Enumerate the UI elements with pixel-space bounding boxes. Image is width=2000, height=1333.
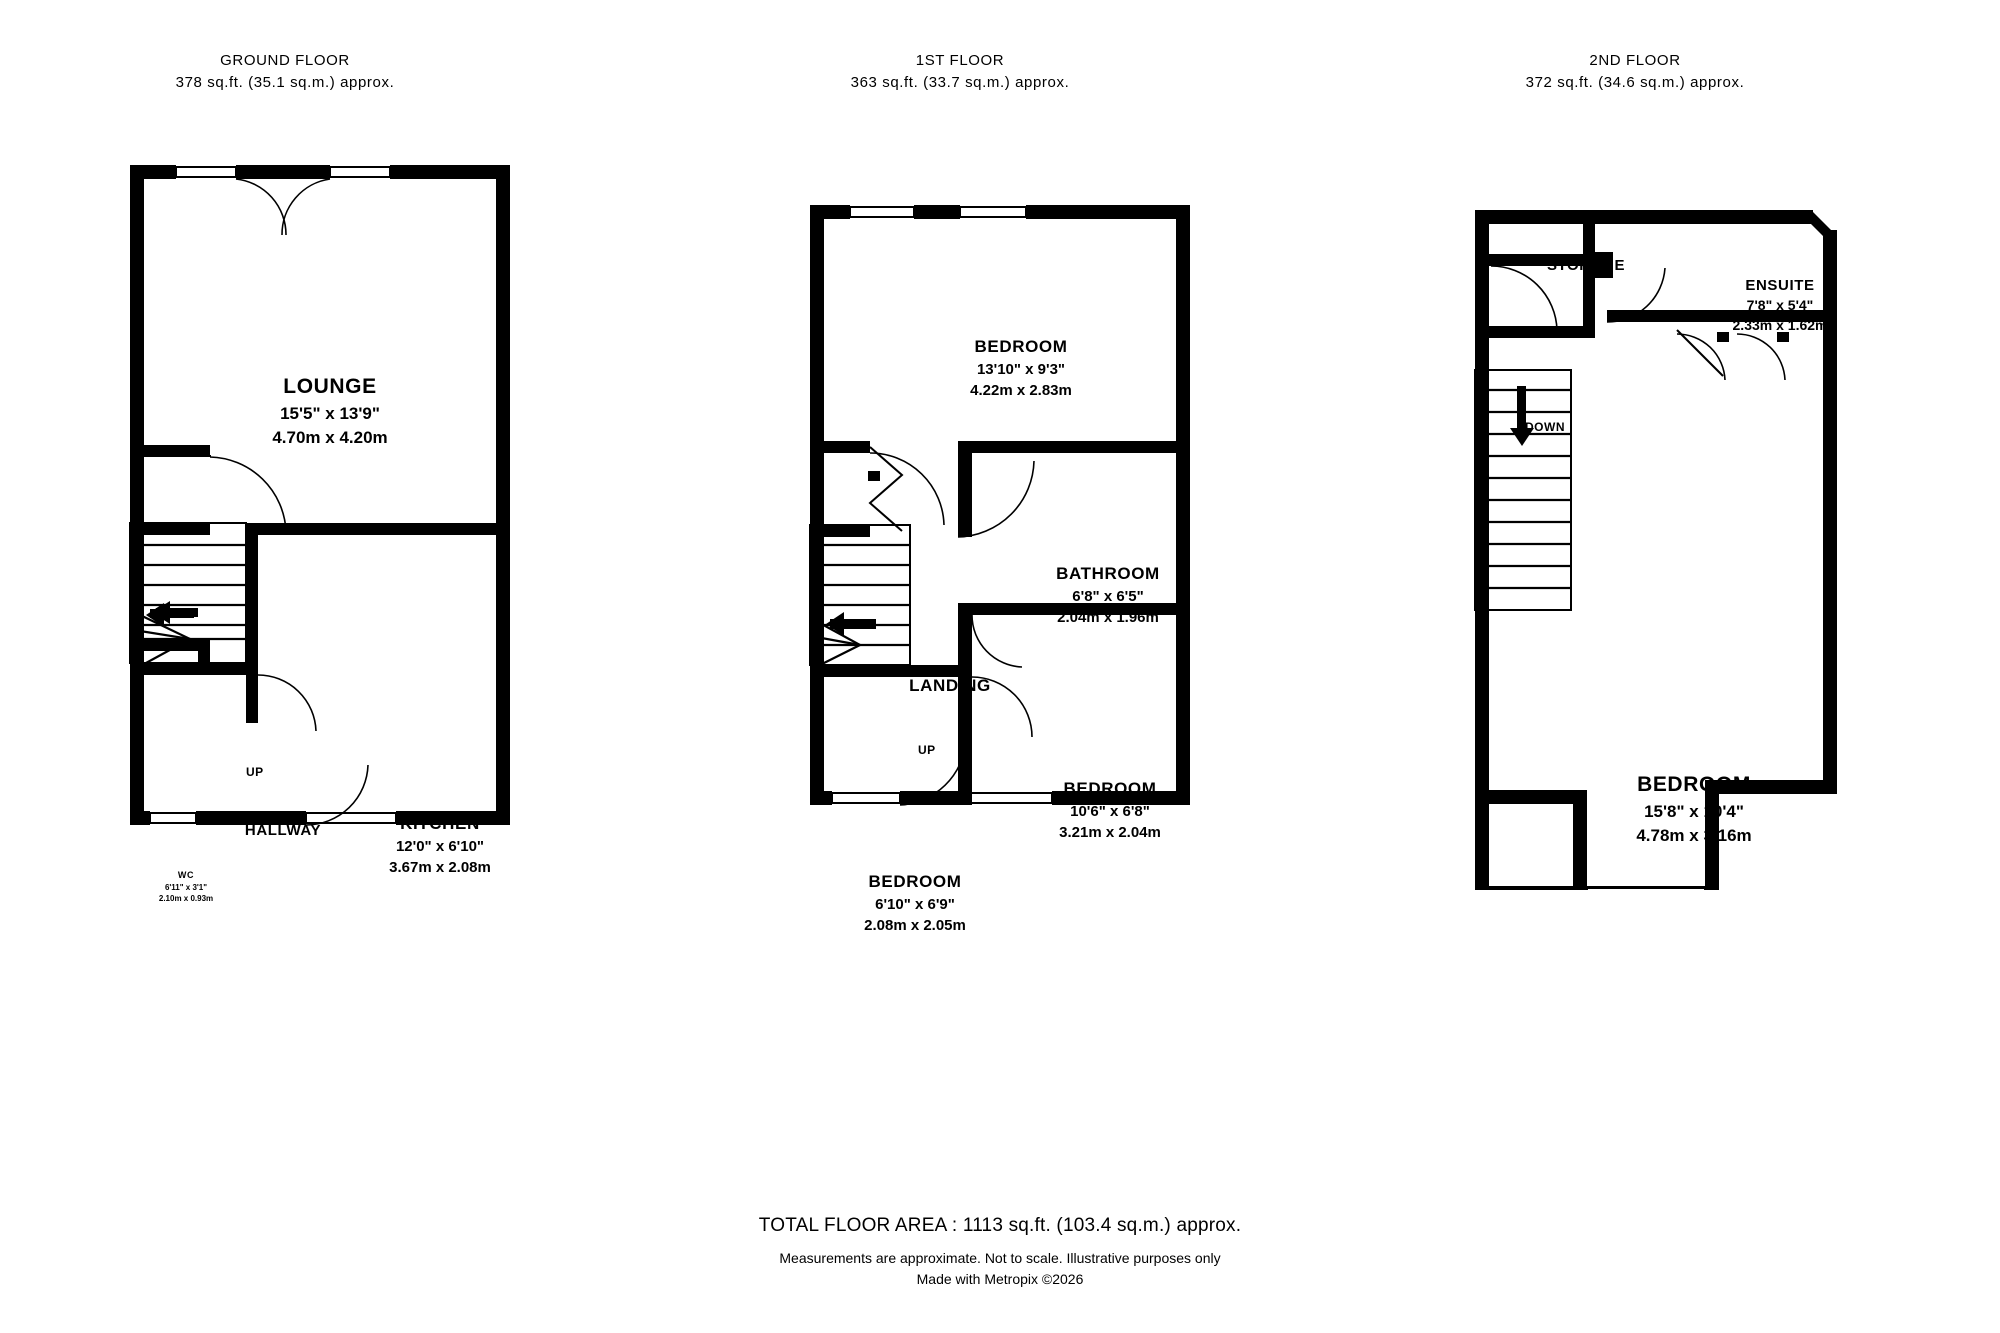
first-floor-drawing	[790, 185, 1210, 845]
room-label-bedroom-1st-small: BEDROOM 6'10" x 6'9" 2.08m x 2.05m	[864, 872, 966, 935]
floor-area: 378 sq.ft. (35.1 sq.m.) approx.	[175, 73, 395, 91]
total-floor-area: TOTAL FLOOR AREA : 1113 sq.ft. (103.4 sq.m.) approx.	[758, 1215, 1242, 1236]
room-label-storage: STORAGE	[1546, 257, 1626, 274]
floor-name: 1ST FLOOR	[915, 52, 1005, 69]
staircase-up-first	[810, 525, 910, 665]
disclaimer-line-1: Measurements are approximate. Not to scale. Illustrative purposes only	[779, 1250, 1221, 1266]
stair-label-up-ground: UP	[246, 765, 264, 779]
stair-label-down-second: DOWN	[1525, 420, 1565, 434]
room-label-bedroom-1st-main: BEDROOM 13'10" x 9'3" 4.22m x 2.83m	[970, 337, 1072, 400]
floor-area: 363 sq.ft. (33.7 sq.m.) approx.	[850, 73, 1070, 91]
disclaimer-line-2: Made with Metropix ©2026	[916, 1271, 1084, 1287]
staircase-down	[1475, 370, 1571, 610]
room-label-kitchen: KITCHEN 12'0" x 6'10" 3.67m x 2.08m	[389, 814, 491, 877]
room-label-hallway: HALLWAY	[244, 822, 322, 839]
room-label-lounge: LOUNGE 15'5" x 13'9" 4.70m x 4.20m	[272, 375, 388, 447]
footer	[0, 1215, 2000, 1290]
stair-label-up-first: UP	[918, 743, 936, 757]
room-label-ensuite: ENSUITE 7'8" x 5'4" 2.33m x 1.62m	[1732, 277, 1828, 334]
floor-area: 372 sq.ft. (34.6 sq.m.) approx.	[1525, 73, 1745, 91]
floor-name: 2ND FLOOR	[1589, 52, 1681, 69]
room-label-bedroom-2nd: BEDROOM 15'8" x 10'4" 4.78m x 3.16m	[1636, 773, 1752, 845]
floor-title-first	[750, 50, 1170, 94]
room-label-landing: LANDING	[909, 676, 991, 695]
ground-floor-drawing	[110, 145, 530, 865]
floor-name: GROUND FLOOR	[220, 52, 350, 69]
room-label-bathroom: BATHROOM 6'8" x 6'5" 2.04m x 1.96m	[1056, 564, 1160, 627]
floor-title-ground	[75, 50, 495, 94]
floor-title-second	[1425, 50, 1845, 94]
room-label-bedroom-1st-rear: BEDROOM 10'6" x 6'8" 3.21m x 2.04m	[1059, 779, 1161, 842]
room-label-wc: WC 6'11" x 3'1" 2.10m x 0.93m	[158, 870, 214, 904]
